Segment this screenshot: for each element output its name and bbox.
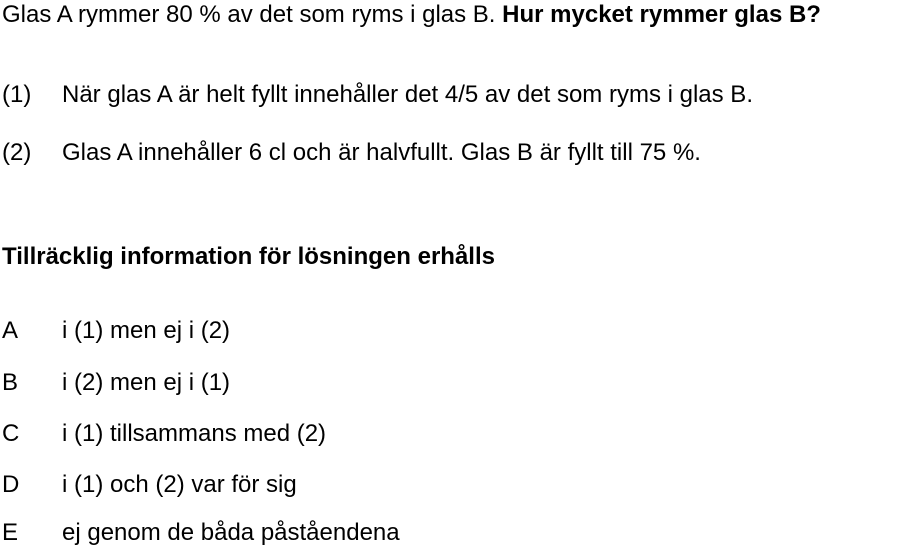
option-e-letter: E — [2, 519, 19, 546]
question-line — [2, 0, 821, 30]
option-d[interactable] — [2, 470, 297, 500]
statement-2-text: Glas A innehåller 6 cl och är halvfullt. Glas B är fyllt till 75 %. — [62, 139, 701, 166]
question-text: Glas A rymmer 80 % av det som ryms i glas B. — [2, 1, 503, 28]
statement-1-text: När glas A är helt fyllt innehåller det 4/5 av det som ryms i glas B. — [62, 81, 753, 108]
option-d-letter: D — [2, 471, 20, 498]
statement-2-label: (2) — [2, 139, 32, 166]
option-a-text: i (1) men ej i (2) — [62, 317, 231, 344]
option-b-letter: B — [2, 369, 19, 396]
option-c-text: i (1) tillsammans med (2) — [62, 420, 327, 447]
option-d-text: i (1) och (2) var för sig — [62, 471, 297, 498]
option-b[interactable] — [2, 368, 230, 398]
option-a-letter: A — [2, 317, 19, 344]
option-b-text: i (2) men ej i (1) — [62, 369, 231, 396]
statement-1-label: (1) — [2, 81, 32, 108]
option-e[interactable] — [2, 518, 400, 548]
statement-1 — [2, 80, 753, 110]
answer-heading: Tillräcklig information för lösningen erhålls — [2, 243, 495, 270]
option-a[interactable] — [2, 316, 230, 346]
option-c[interactable] — [2, 419, 326, 449]
statement-2 — [2, 138, 701, 168]
question-emphasis: Hur mycket rymmer glas B? — [502, 1, 821, 28]
option-c-letter: C — [2, 420, 20, 447]
option-e-text: ej genom de båda påståendena — [62, 519, 400, 546]
